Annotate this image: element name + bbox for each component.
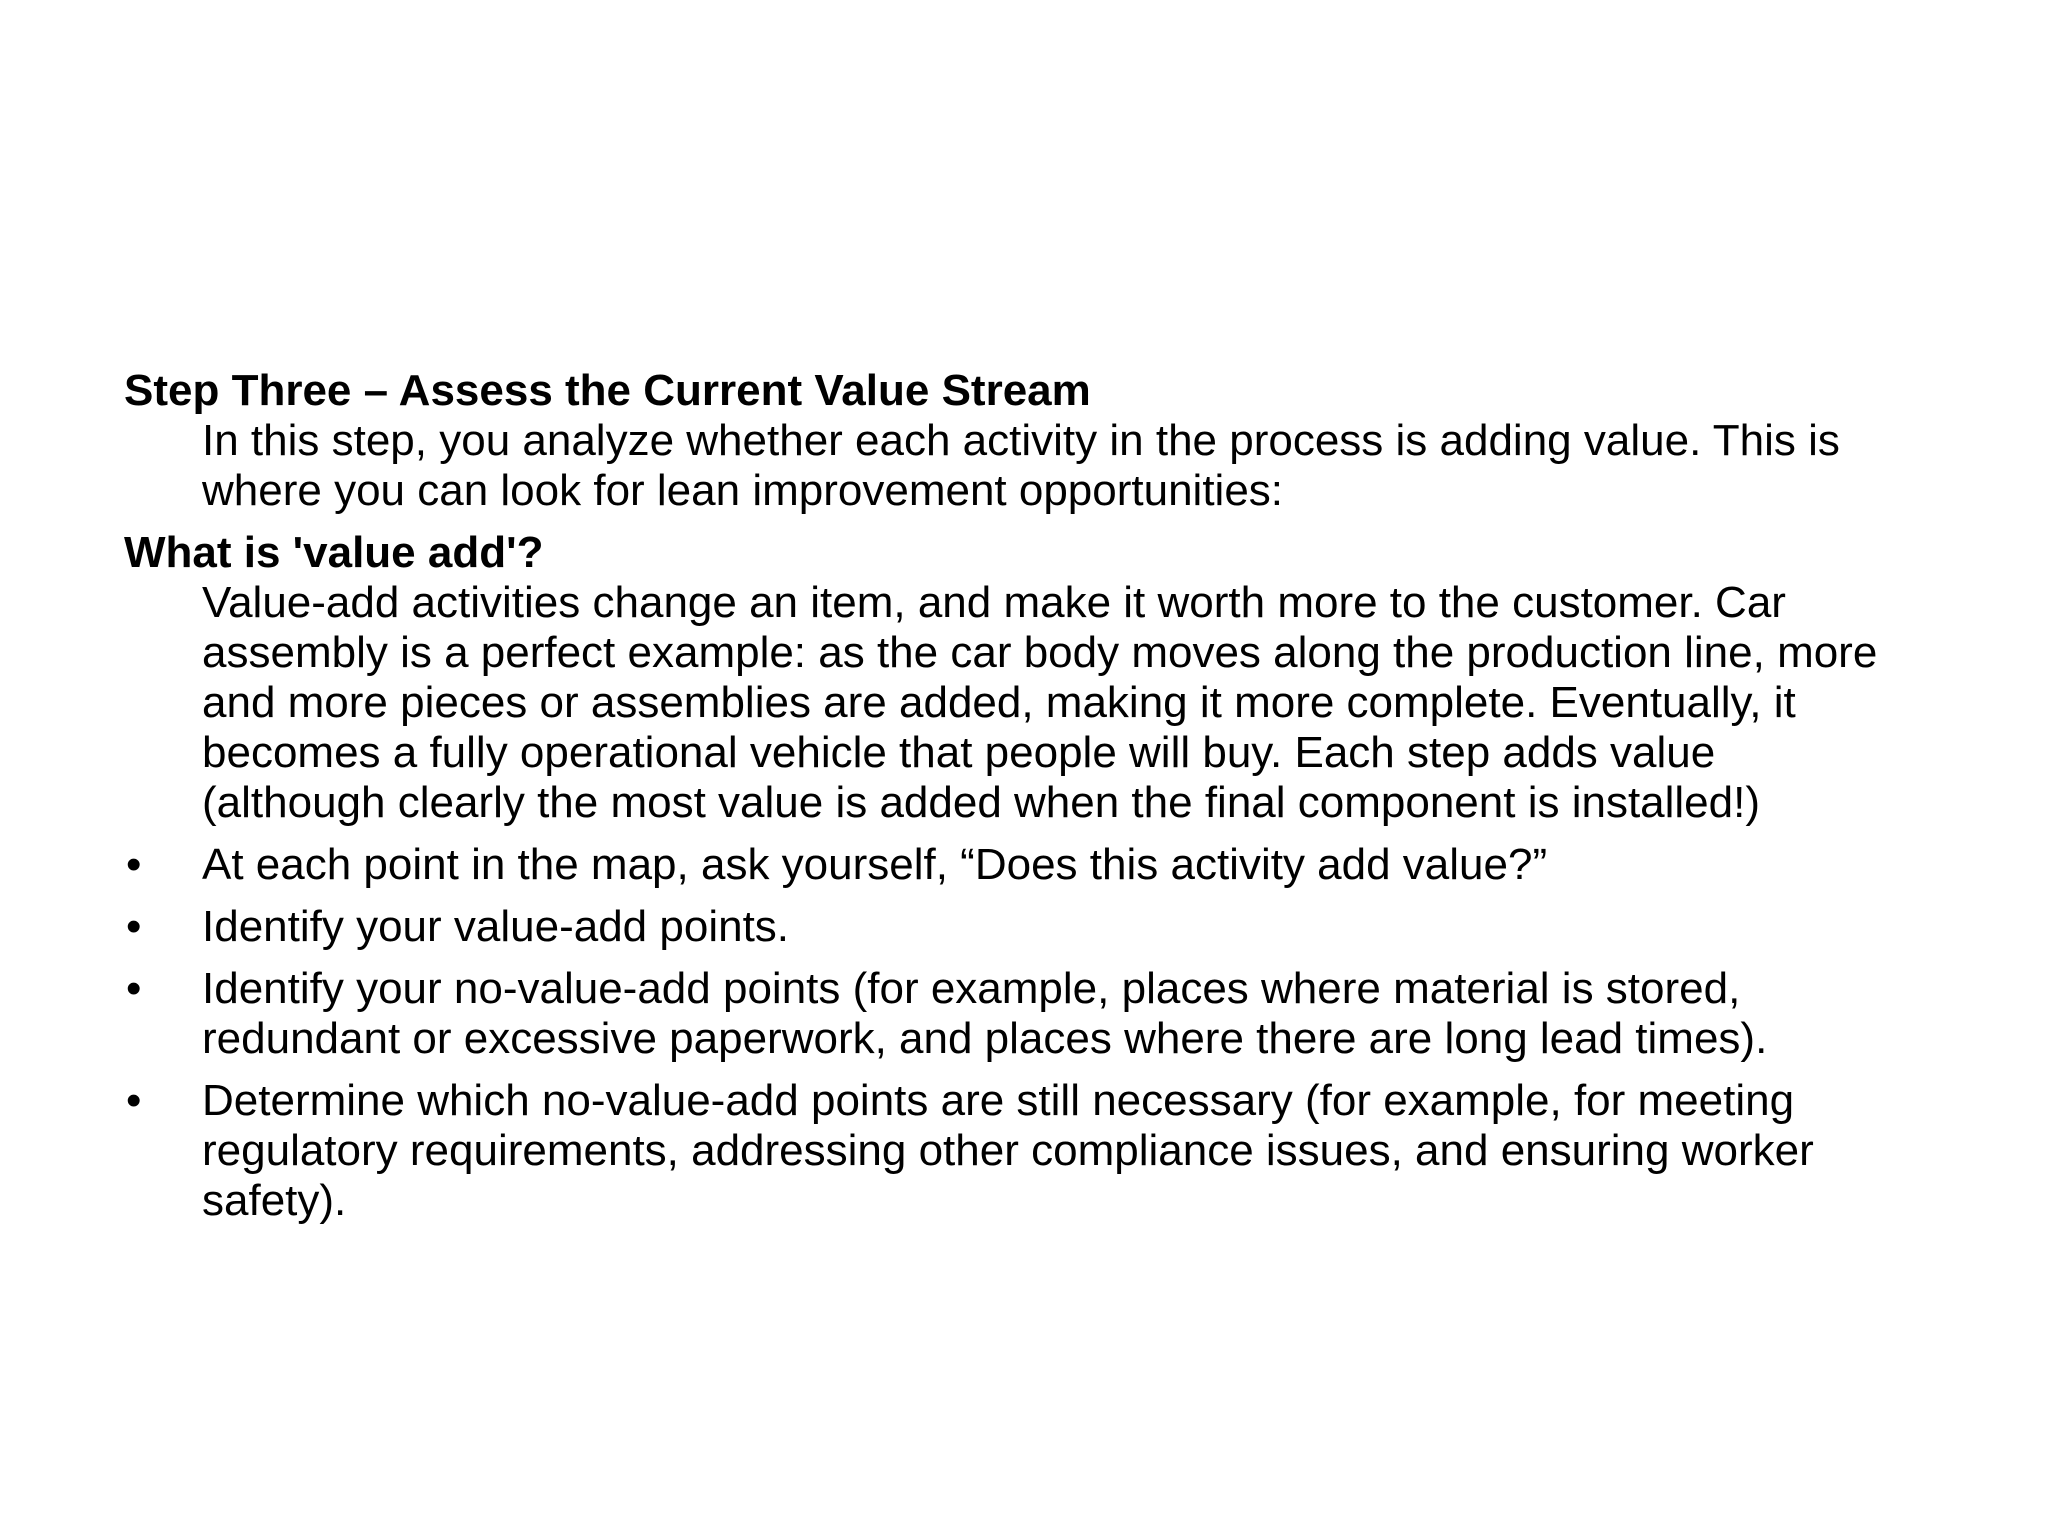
slide-content	[124, 366, 1984, 1226]
list-item	[124, 1076, 1902, 1226]
bullet-icon: •	[126, 902, 142, 951]
section-body-step-three: In this step, you analyze whether each activity in the process is adding value. This is where you can look for lean improvement opportunities:	[202, 416, 1840, 515]
bullet-list	[124, 840, 1984, 1226]
list-item	[124, 964, 1902, 1064]
bullet-icon: •	[126, 964, 142, 1013]
section-body-value-add: Value-add activities change an item, and make it worth more to the customer. Car assembly is a perfect example: as the car body moves along the production line, more and more pieces or assemblies are added, making it more complete. Eventually, it becomes a fully operational vehicle that people will buy. Each step adds value (although clearly the most value is added when the final component is installed!)	[202, 578, 1878, 827]
list-item	[124, 902, 1902, 952]
list-item-text: Identify your no-value-add points (for example, places where material is stored, redundant or excessive paperwork, and places where there are long lead times).	[202, 964, 1768, 1063]
section-heading-value-add: What is 'value add'?	[124, 528, 544, 577]
section-heading-step-three: Step Three – Assess the Current Value Stream	[124, 366, 1091, 415]
bullet-icon: •	[126, 840, 142, 889]
bullet-icon: •	[126, 1076, 142, 1125]
list-item-text: Identify your value-add points.	[202, 902, 790, 951]
list-item	[124, 840, 1902, 890]
list-item-text: At each point in the map, ask yourself, “Does this activity add value?”	[202, 840, 1548, 889]
list-item-text: Determine which no-value-add points are still necessary (for example, for meeting regulatory requirements, addressing other compliance issues, and ensuring worker safety).	[202, 1076, 1814, 1225]
